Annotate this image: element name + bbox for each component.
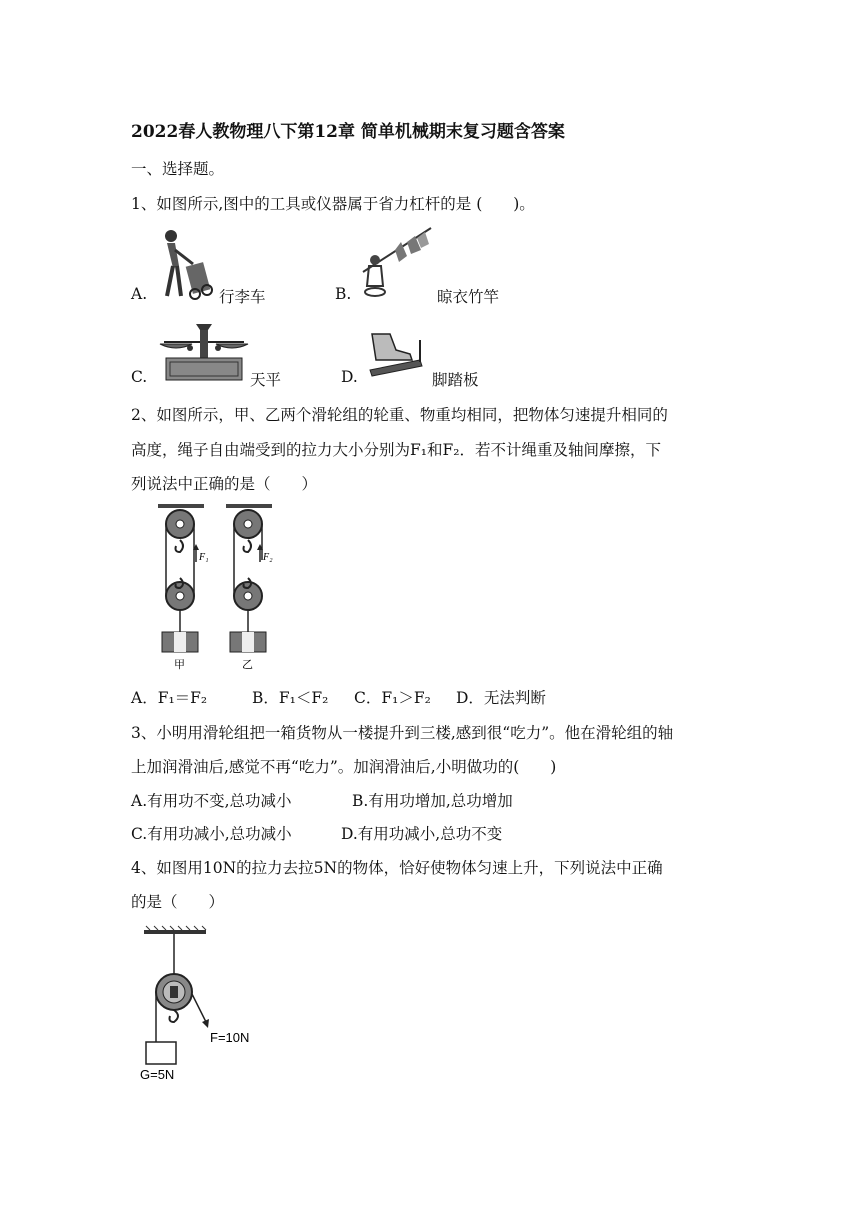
- q1-option-c-label: 天平: [250, 371, 282, 389]
- q2-stem-line-1: 2、如图所示，甲、乙两个滑轮组的轮重、物重均相同，把物体匀速提升相同的: [131, 406, 668, 424]
- weight-label: G=5N: [140, 1067, 175, 1082]
- q1-option-b: B.: [335, 285, 352, 303]
- q2-stem-line-3: 列说法中正确的是（ ）: [131, 475, 318, 493]
- q1-option-a-label: 行李车: [219, 288, 266, 306]
- q1-option-a: [131, 285, 147, 303]
- yi-label: 乙: [242, 658, 253, 671]
- q3-option-d: D.有用功减小,总功不变: [341, 825, 503, 843]
- force-label: F=10N: [210, 1030, 250, 1045]
- clothes-pole-image: [355, 222, 435, 302]
- q3-option-b: B.有用功增加,总功增加: [352, 792, 513, 810]
- fixed-pulley-figure: [136, 924, 266, 1084]
- q1-option-c: C.: [131, 368, 148, 386]
- q2-option-d: D．无法判断: [456, 689, 546, 707]
- q3-stem-line-2: 上加润滑油后,感觉不再“吃力”。加润滑油后,小明做功的( ): [131, 758, 557, 776]
- q2-option-b: B．F₁＜F₂: [252, 689, 329, 707]
- luggage-cart-image: [155, 228, 217, 302]
- q3-option-c: C.有用功减小,总功减小: [131, 825, 292, 843]
- f1-label: F₁: [199, 552, 209, 563]
- q2-option-a: A．F₁＝F₂: [131, 689, 208, 707]
- q1-option-d: D.: [341, 368, 358, 386]
- q3-option-a: A.有用功不变,总功减小: [131, 792, 292, 810]
- q2-option-c: C．F₁＞F₂: [354, 689, 431, 707]
- q2-stem-line-2: 高度，绳子自由端受到的拉力大小分别为F₁和F₂．若不计绳重及轴间摩擦，下: [131, 441, 661, 459]
- foot-pedal-image: [366, 330, 426, 380]
- page-title: 2022春人教物理八下第12章 简单机械期末复习题含答案: [131, 122, 565, 142]
- q1-option-b-label: 晾衣竹竿: [437, 288, 500, 306]
- q4-stem-line-1: 4、如图用10N的拉力去拉5N的物体，恰好使物体匀速上升，下列说法中正确: [131, 859, 663, 877]
- pulley-systems-figure: [150, 500, 280, 672]
- q4-stem-line-2: 的是（ ）: [131, 893, 225, 911]
- jia-label: 甲: [174, 658, 185, 671]
- f2-label: F₂: [263, 552, 273, 563]
- option-letter: A.: [131, 285, 148, 303]
- q1-option-d-label: 脚踏板: [432, 371, 479, 389]
- section-heading: 一、选择题。: [131, 160, 225, 178]
- q1-stem: 1、如图所示,图中的工具或仪器属于省力杠杆的是 ( )。: [131, 195, 535, 213]
- q3-stem-line-1: 3、小明用滑轮组把一箱货物从一楼提升到三楼,感到很“吃力”。他在滑轮组的轴: [131, 724, 674, 742]
- balance-scale-image: [156, 322, 252, 384]
